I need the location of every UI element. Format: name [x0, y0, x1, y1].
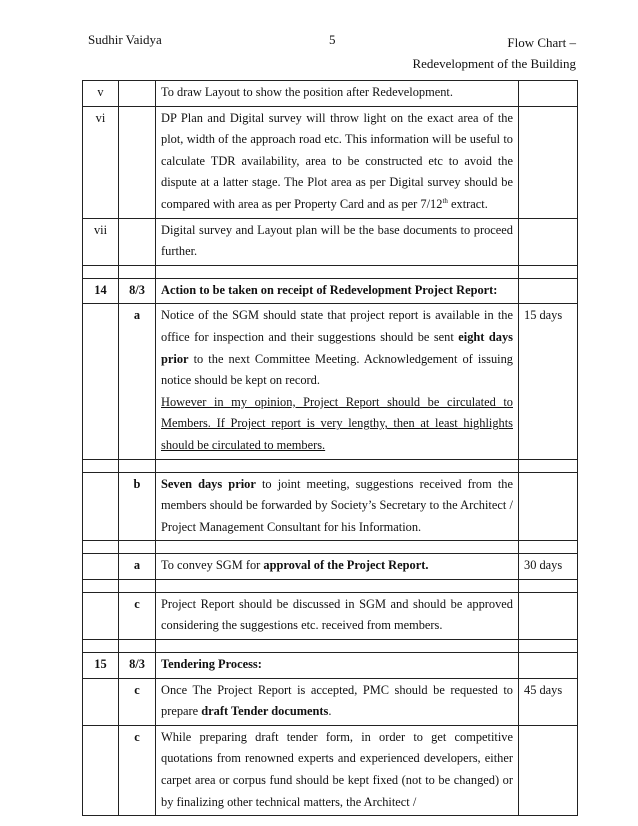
header-title: [412, 32, 576, 74]
row-number: vii: [83, 218, 119, 265]
spacer-row: [83, 265, 578, 278]
text-part: extract.: [447, 196, 488, 211]
row-sub: a: [119, 554, 156, 580]
spacer-row: [83, 459, 578, 472]
section-ref: 8/3: [119, 653, 156, 679]
row-text: Digital survey and Layout plan will be the base documents to proceed further.: [156, 218, 519, 265]
row-number: vi: [83, 106, 119, 218]
row-sub: a: [119, 304, 156, 459]
table-row: [83, 472, 578, 541]
row-days: 30 days: [519, 554, 578, 580]
header-title-line1: Flow Chart –: [507, 35, 576, 50]
text-part: DP Plan and Digital survey will throw light on the exact area of the plot, width of the approach road etc. This information will be useful to calculate TDR availability, area to be constructed etc to avoid the dispute at a latter stage. The Plot area as per Digital survey should be compared with area as per Property Card and as per 7/12: [161, 110, 513, 211]
row-number: [83, 725, 119, 815]
row-text: Project Report should be discussed in SGM and should be approved considering the suggestions etc. received from members.: [156, 592, 519, 639]
bold-text: Seven days prior: [161, 476, 256, 491]
row-number: [83, 472, 119, 541]
row-text: [156, 304, 519, 459]
row-days: [519, 472, 578, 541]
section-heading: Tendering Process:: [156, 653, 519, 679]
row-sub: b: [119, 472, 156, 541]
row-days: 45 days: [519, 678, 578, 725]
table-row: [83, 592, 578, 639]
superscript: th: [442, 196, 448, 205]
spacer-row: [83, 541, 578, 554]
table-row: [83, 81, 578, 107]
row-text: [156, 472, 519, 541]
row-number: [83, 592, 119, 639]
header-author: Sudhir Vaidya: [88, 32, 162, 47]
row-days: [519, 106, 578, 218]
text-part: to the next Committee Meeting. Acknowledgement of issuing notice should be kept on record.: [161, 351, 513, 388]
row-text: [156, 106, 519, 218]
row-sub: [119, 218, 156, 265]
text-part: .: [328, 704, 332, 719]
section-heading: Action to be taken on receipt of Redevelopment Project Report:: [156, 278, 519, 304]
row-number: v: [83, 81, 119, 107]
table-row: [83, 218, 578, 265]
spacer-row: [83, 640, 578, 653]
section-row: [83, 653, 578, 679]
row-days: [519, 725, 578, 815]
table-row: [83, 304, 578, 459]
row-text: While preparing draft tender form, in order to get competitive quotations from renowned experts and experienced developers, either carpet area or corpus fund should be kept fixed (not to be changed) or by finalizing other technical matters, the Architect /: [156, 725, 519, 815]
text-part: Notice of the SGM should state that project report is available in the office for inspection and their suggestions should be sent: [161, 308, 513, 344]
row-days: 15 days: [519, 304, 578, 459]
text-part: To convey SGM for: [161, 558, 264, 573]
row-sub: [119, 81, 156, 107]
section-number: 15: [83, 653, 119, 679]
bold-text: eight days prior: [161, 329, 513, 366]
table-row: [83, 678, 578, 725]
underlined-note: However in my opinion, Project Report should be circulated to Members. If Project report is very lengthy, then at least highlights should be circulated to members.: [161, 394, 513, 452]
row-text: To draw Layout to show the position after Redevelopment.: [156, 81, 519, 107]
text-part: Once The Project Report is accepted, PMC should be requested to prepare: [161, 682, 513, 719]
row-sub: c: [119, 678, 156, 725]
bold-text: draft Tender documents: [201, 704, 329, 719]
page-number: 5: [329, 32, 336, 47]
table-row: [83, 554, 578, 580]
row-days: [519, 653, 578, 679]
table-row: [83, 725, 578, 815]
flow-chart-table: [82, 80, 578, 816]
row-days: [519, 592, 578, 639]
spacer-row: [83, 579, 578, 592]
row-text: [156, 554, 519, 580]
row-number: [83, 554, 119, 580]
row-number: [83, 304, 119, 459]
header-title-line2: Redevelopment of the Building: [412, 56, 576, 71]
row-sub: c: [119, 725, 156, 815]
bold-text: approval of the Project Report.: [263, 558, 429, 573]
row-sub: c: [119, 592, 156, 639]
table-row: [83, 106, 578, 218]
section-row: [83, 278, 578, 304]
row-number: [83, 678, 119, 725]
text-part: to joint meeting, suggestions received from the members should be forwarded by Society’s Secretary to the Architect / Project Management Consultant for his Information.: [161, 476, 513, 534]
row-days: [519, 218, 578, 265]
row-text: [156, 678, 519, 725]
row-sub: [119, 106, 156, 218]
row-days: [519, 278, 578, 304]
row-days: [519, 81, 578, 107]
section-number: 14: [83, 278, 119, 304]
section-ref: 8/3: [119, 278, 156, 304]
